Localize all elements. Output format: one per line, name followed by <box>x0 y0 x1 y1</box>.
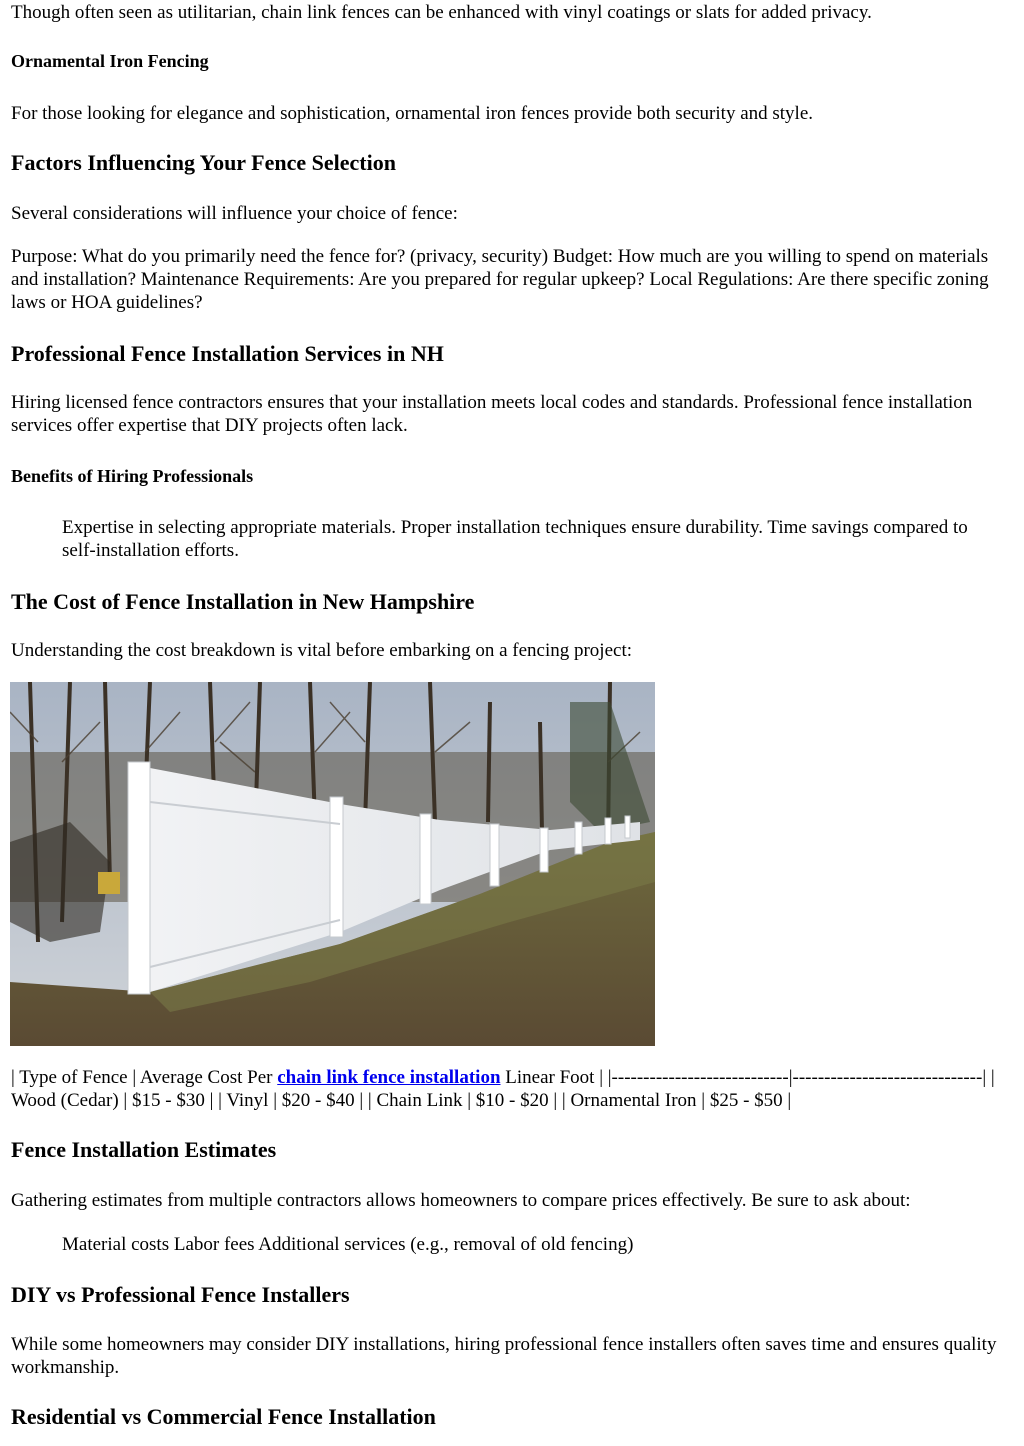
heading-estimates: Fence Installation Estimates <box>11 1137 277 1162</box>
benefits-list: Expertise in selecting appropriate materials. Proper installation techniques ensure durability. Time savings compared to self-installation efforts. <box>62 517 968 561</box>
table-text-before: | Type of Fence | Average Cost Per <box>11 1067 278 1088</box>
paragraph-factors-list: Purpose: What do you primarily need the fence for? (privacy, security) Budget: How much are you willing to spend on materials and installation? Maintenance Requirements: Are you prepared for regular upkeep? Local Regulations: Are there specific zoning laws or HOA guidelines? <box>11 246 989 313</box>
paragraph-considerations: Several considerations will influence your choice of fence: <box>11 203 458 224</box>
paragraph-estimates: Gathering estimates from multiple contractors allows homeowners to compare prices effectively. Be sure to ask about: <box>11 1190 911 1211</box>
paragraph-ornamental-iron: For those looking for elegance and sophistication, ornamental iron fences provide both security and style. <box>11 103 814 124</box>
heading-professional-services: Professional Fence Installation Services in NH <box>11 341 444 366</box>
paragraph-cost-intro: Understanding the cost breakdown is vital before embarking on a fencing project: <box>11 640 632 661</box>
table-text-after: Linear Foot | |----------------------------|------------------------------| | Wood (Cedar) | $15 - $30 | | Vinyl | $20 - $40 | | Chain Link | $10 - $20 | | Ornamental Iron | $25 - $50 | <box>11 1067 995 1111</box>
heading-cost: The Cost of Fence Installation in New Hampshire <box>11 589 475 614</box>
heading-diy-vs-professional: DIY vs Professional Fence Installers <box>11 1282 350 1307</box>
heading-ornamental-iron: Ornamental Iron Fencing <box>11 51 209 71</box>
cost-table-text <box>11 1066 1016 1112</box>
paragraph-hiring: Hiring licensed fence contractors ensures that your installation meets local codes and standards. Professional fence installation services offer expertise that DIY projects often lack. <box>11 392 973 436</box>
heading-residential-vs-commercial: Residential vs Commercial Fence Installation <box>11 1404 436 1429</box>
chain-link-fence-installation-link[interactable]: chain link fence installation <box>277 1067 501 1088</box>
heading-factors: Factors Influencing Your Fence Selection <box>11 150 396 175</box>
paragraph-diy: While some homeowners may consider DIY installations, hiring professional fence installers often saves time and ensures quality workmanship. <box>11 1334 997 1378</box>
estimates-list: Material costs Labor fees Additional services (e.g., removal of old fencing) <box>62 1234 634 1255</box>
fence-photo <box>10 682 655 1046</box>
heading-benefits: Benefits of Hiring Professionals <box>11 466 254 486</box>
paragraph-chain-link: Though often seen as utilitarian, chain link fences can be enhanced with vinyl coatings or slats for added privacy. <box>11 2 872 23</box>
